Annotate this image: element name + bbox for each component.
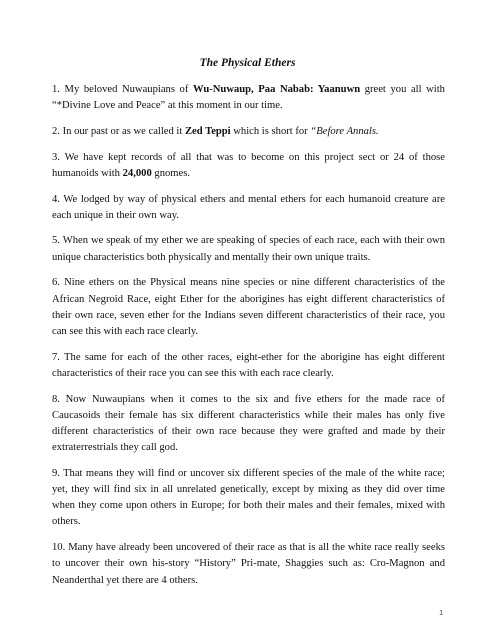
paragraph-2-text-a: 2. In our past or as we called it [52,125,185,137]
paragraph-1-text-e: greet you all with “*Divine Love and Peace” at this moment in our time. [52,84,445,112]
page-number: 1 [439,610,443,617]
paragraph-2-bold: Zed Teppi [184,125,231,137]
paragraph-7: 7. The same for each of the other races, eight-ether for the aborigine has eight different characteristics of their race you can see this with each race clearly. [52,351,445,379]
paragraph-2-text-c: which is short for [230,125,311,137]
paragraph-4: 4. We lodged by way of physical ethers and mental ethers for each humanoid creature are each unique in their own way. [52,193,445,221]
paragraph-2-italic: “Before Annals. [310,125,379,137]
paragraph-1-bold-a: Wu-Nuwaup, [192,84,254,95]
document-body [52,82,445,598]
paragraph-3-text-c: gnomes. [151,167,191,179]
paragraph-8: 8. Now Nuwaupians when it comes to the six and five ethers for the made race of Caucasoids their female has six different characteristics while their males has only five different characteristics of their own race because they were grafted and made by their extraterrestrials they call god. [52,393,445,454]
paragraph-3-bold: 24,000 [122,167,152,179]
paragraph-1-text-a: 1. My beloved Nuwaupians of [52,84,193,95]
paragraph-3 [52,150,445,182]
paragraph-5: 5. When we speak of my ether we are speaking of species of each race, each with their own unique characteristics both physically and mentally their own unique traits. [52,235,445,263]
paragraph-9: 9. That means they will find or uncover six different species of the male of the white race; yet, they will find six in all unrelated genetically, except by mixing as they did over time when they come upon others in Europe; for both their males and their females, mixed with others. [52,467,445,528]
document-title: The Physical Ethers [199,57,296,69]
paragraph-1-bold-b: Paa Nabab: Yaanuwn [258,84,361,95]
paragraph-6: 6. Nine ethers on the Physical means nine species or nine different characteristics of the African Negroid Race, eight Ether for the aborigines has eight different characteristics of their own race, seven ether for the Indians seven different characteristics of their race, you can see this with each race clearly. [52,277,445,337]
paragraph-3-text-a: 3. We have kept records of all that was to become on this project sect or 24 of those humanoids with [52,151,445,179]
paragraph-2 [52,124,445,140]
paragraph-10: 10. Many have already been uncovered of their race as that is all the white race really seeks to uncover their own his-story “History” Pri-mate, Shaggies such as: Cro-Magnon and Neanderthal yet there are 4 others. [52,542,445,586]
paragraph-1 [52,82,445,114]
